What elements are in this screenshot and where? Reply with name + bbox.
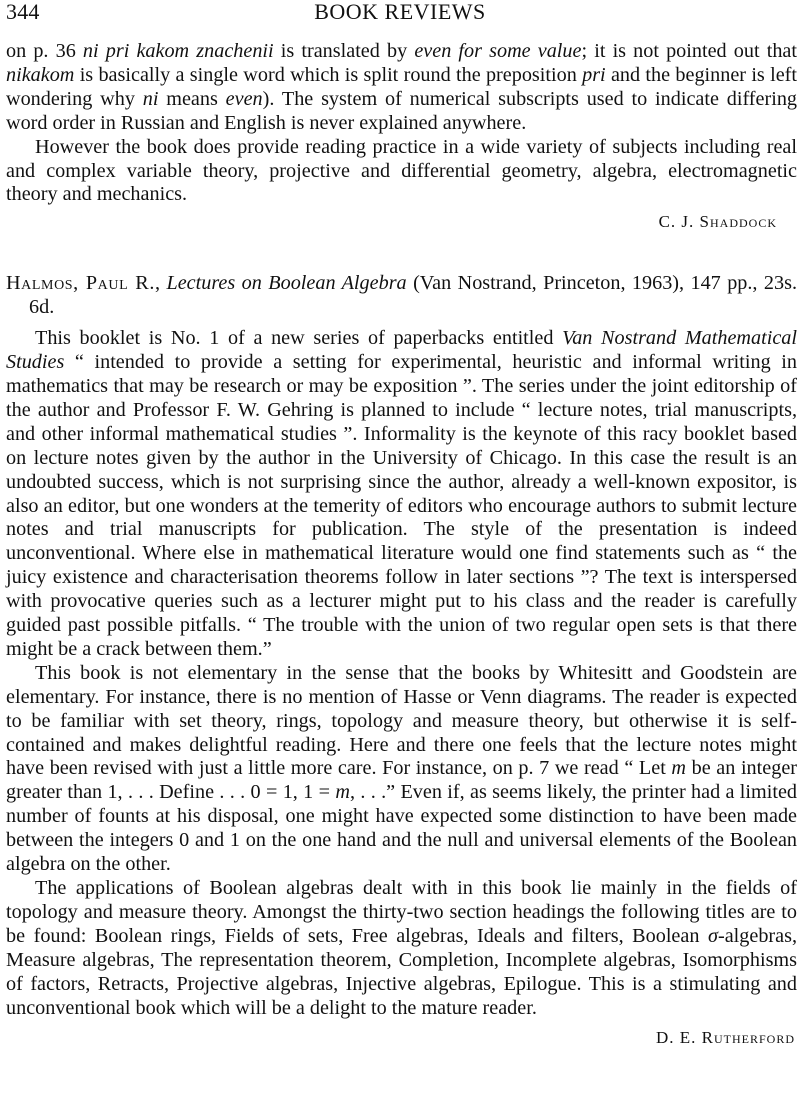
text-run: This booklet is No. 1 of a new series of paperbacks entitled bbox=[35, 327, 563, 350]
review2-paragraph-1 bbox=[6, 327, 797, 662]
italic-phrase: ni bbox=[142, 87, 159, 110]
running-head: BOOK REVIEWS bbox=[314, 0, 486, 24]
review1-signature: C. J. Shaddock bbox=[658, 212, 777, 232]
reviewed-book-title: Lectures on Boolean Algebra bbox=[166, 272, 407, 295]
publication-details: (Van Nostrand, Princeton, 1963), 147 pp., 23s. 6d. bbox=[29, 272, 797, 319]
review2-paragraph-2 bbox=[6, 662, 797, 877]
page-number: 344 bbox=[6, 0, 40, 24]
italic-variable: m bbox=[335, 781, 350, 804]
text-run: ). The system of numerical subscripts used to indicate differing word order in Russian and English is never explained anywhere. bbox=[6, 87, 798, 134]
review2-citation bbox=[6, 272, 797, 320]
italic-variable: m bbox=[671, 757, 687, 780]
text-run: and the beginner is left wondering why bbox=[6, 63, 797, 110]
italic-phrase: even for some value bbox=[414, 40, 582, 62]
reviewed-author: Halmos, Paul R. bbox=[6, 272, 155, 295]
text-run: is basically a single word which is split round the preposition bbox=[74, 63, 583, 86]
text-run: This book is not elementary in the sense that the books by Whitesitt and Goodstein are elementary. For instance, there is no mention of Hasse or Venn diagrams. The reader is expected to be familiar with set theory, rings, topology and measure theory, but otherwise it is self-contained and makes delightful reading. Here and there one feels that the lecture notes might have been revised with just a little more care. For instance, on p. 7 we read “ Let bbox=[6, 661, 797, 780]
text-run: , . . .” Even if, as seems likely, the printer had a limited number of founts at his disposal, one might have expected some distinction to have been made between the integers 0 and 1 on the one hand and the null and universal elements of the Boolean algebra on the other. bbox=[6, 781, 798, 876]
text-run: , bbox=[155, 272, 167, 295]
review2-signature: D. E. Rutherford bbox=[655, 1028, 795, 1048]
italic-phrase: nikakom bbox=[6, 63, 75, 86]
text-run: The applications of Boolean algebras dealt with in this book lie mainly in the fields of topology and measure theory. Amongst the thirty-two section headings the following titles are to be found: Boolean rings, Fields of sets, Free algebras, Ideals and filters, Boolean bbox=[6, 877, 797, 947]
italic-phrase: even bbox=[225, 87, 263, 110]
italic-phrase: Van Nostrand Mathematical Studies bbox=[6, 327, 797, 374]
italic-phrase: pri bbox=[582, 63, 606, 86]
text-run: -algebras, Measure algebras, The representation theorem, Completion, Incomplete algebras, Isomorphisms of factors, Retracts, Projective algebras, Injective algebras, Epilogue. This is a stimulating and unconventional book which will be a delight to the mature reader. bbox=[6, 924, 797, 1019]
text-run: means bbox=[158, 87, 226, 110]
text-run: ; it is not pointed out that bbox=[581, 40, 797, 62]
page-header bbox=[0, 0, 800, 28]
italic-phrase: ni pri kakom znachenii bbox=[82, 40, 274, 62]
review2-paragraph-3 bbox=[6, 877, 797, 1020]
text-run: on p. 36 bbox=[6, 40, 83, 62]
text-run: be an integer greater than 1, . . . Define . . . 0 = 1, 1 = bbox=[6, 757, 797, 804]
text-run: “ intended to provide a setting for experimental, heuristic and informal writing in mathematics that may be research or may be exposition ”. The series under the joint editorship of the author and Professor F. W. Gehring is planned to include “ lecture notes, trial manuscripts, and other informal mathematical studies ”. Informality is the keynote of this racy booklet based on lecture notes given by the author in the University of Chicago. In this case the result is an undoubted success, which is not surprising since the author, already a well-known expositor, is also an editor, but one wonders at the temerity of editors who encourage authors to submit lecture notes and trial manuscripts for publication. The style of the presentation is indeed unconventional. Where else in mathematical literature would one find statements such as “ the juicy existence and characterisation theorems follow in later sections ”? The text is interspersed with provocative queries such as a lecturer might put to his class and the reader is carefully guided past possible pitfalls. “ The trouble with the union of two regular open sets is that there might be a crack between them.” bbox=[6, 351, 797, 660]
review1-paragraph-2: However the book does provide reading practice in a wide variety of subjects including real and complex variable theory, projective and differential geometry, algebra, electromagnetic theory and mechanics. bbox=[6, 135, 797, 206]
review1-paragraph-1 bbox=[6, 40, 797, 136]
sigma-symbol: σ bbox=[708, 924, 718, 947]
page-body bbox=[6, 40, 797, 1050]
text-run: is translated by bbox=[273, 40, 415, 62]
